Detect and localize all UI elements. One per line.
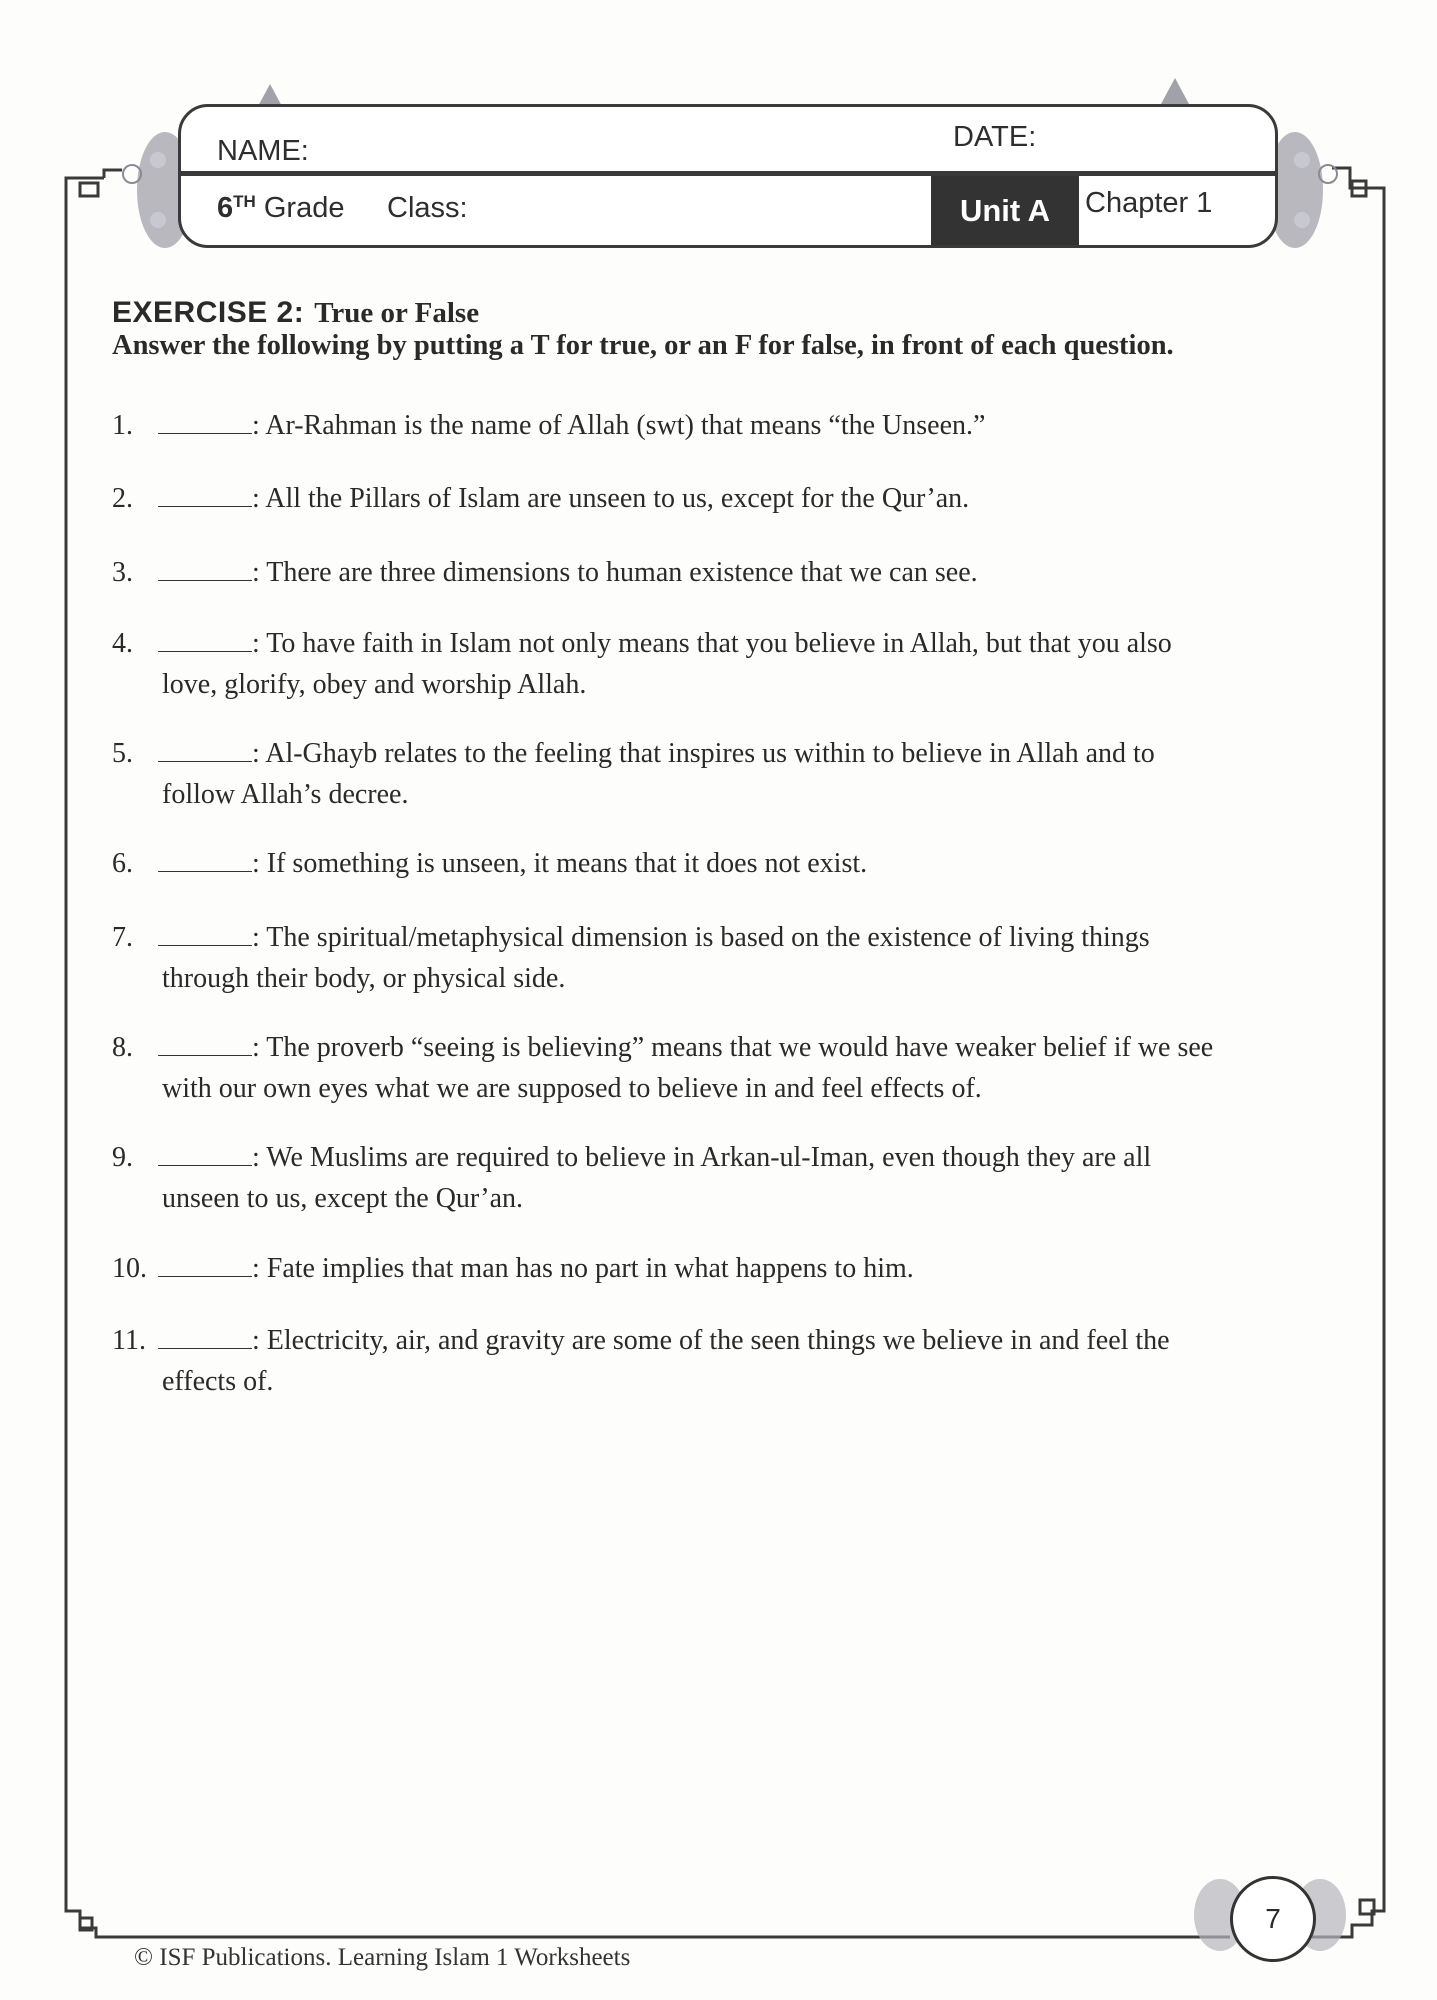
grade-word: Grade (263, 192, 345, 224)
date-field-label[interactable]: DATE: (953, 121, 1037, 153)
question-number: 1. (112, 410, 133, 441)
grade-label (217, 192, 344, 225)
header-row-name-date (181, 107, 1275, 176)
question-text-continued: through their body, or physical side. (162, 963, 566, 994)
answer-blank[interactable] (158, 739, 252, 762)
question-item (112, 1248, 1352, 1289)
question-text: : We Muslims are required to believe in Arkan-ul-Iman, even though they are all (252, 1142, 1152, 1173)
question-item (112, 552, 1352, 593)
chapter-label: Chapter 1 (1085, 187, 1213, 219)
question-text-continued: unseen to us, except the Qur’an. (162, 1183, 524, 1214)
grade-suffix: TH (233, 192, 256, 211)
answer-blank[interactable] (158, 849, 252, 872)
copyright-footer: © ISF Publications. Learning Islam 1 Worksheets (134, 1944, 631, 1971)
exercise-heading (112, 296, 479, 330)
answer-blank[interactable] (158, 1143, 252, 1166)
question-text: : Electricity, air, and gravity are some of the seen things we believe in and feel the (252, 1325, 1170, 1356)
exercise-subtitle: True or False (314, 297, 480, 329)
answer-blank[interactable] (158, 1326, 252, 1349)
header-row-grade-class (181, 176, 1275, 245)
question-number: 4. (112, 628, 133, 659)
question-item (112, 623, 1352, 705)
question-text-continued: love, glorify, obey and worship Allah. (162, 669, 587, 700)
grade-number: 6 (217, 192, 234, 224)
question-text: : The spiritual/metaphysical dimension is based on the existence of living things (252, 922, 1150, 953)
question-number: 11. (112, 1325, 146, 1356)
worksheet-header (178, 104, 1278, 248)
unit-badge: Unit A (931, 176, 1079, 245)
question-item (112, 1137, 1352, 1219)
question-text-continued: with our own eyes what we are supposed to believe in and feel effects of. (162, 1073, 982, 1104)
question-item (112, 1027, 1352, 1109)
question-item (112, 405, 1352, 446)
answer-blank[interactable] (158, 411, 252, 434)
exercise-instructions: Answer the following by putting a T for true, or an F for false, in front of each question. (112, 330, 1174, 361)
question-text: : There are three dimensions to human existence that we can see. (252, 557, 978, 588)
question-text: : The proverb “seeing is believing” means that we would have weaker belief if we see (252, 1032, 1214, 1063)
question-item (112, 478, 1352, 519)
question-number: 2. (112, 483, 133, 514)
answer-blank[interactable] (158, 1254, 252, 1277)
answer-blank[interactable] (158, 558, 252, 581)
answer-blank[interactable] (158, 629, 252, 652)
question-item (112, 1320, 1352, 1402)
question-text-continued: effects of. (162, 1366, 274, 1397)
question-text: : To have faith in Islam not only means that you believe in Allah, but that you also (252, 628, 1172, 659)
question-text-continued: follow Allah’s decree. (162, 779, 409, 810)
question-number: 8. (112, 1032, 133, 1063)
answer-blank[interactable] (158, 484, 252, 507)
floral-ornament-right-icon (1270, 120, 1350, 260)
name-field-label[interactable]: NAME: (217, 135, 309, 167)
question-number: 10. (112, 1253, 147, 1284)
answer-blank[interactable] (158, 923, 252, 946)
exercise-label: EXERCISE 2: (112, 296, 305, 329)
question-number: 7. (112, 922, 133, 953)
question-number: 5. (112, 738, 133, 769)
question-text: : All the Pillars of Islam are unseen to us, except for the Qur’an. (252, 483, 970, 514)
class-field-label[interactable]: Class: (387, 192, 468, 224)
question-number: 9. (112, 1142, 133, 1173)
question-text: : If something is unseen, it means that it does not exist. (252, 848, 868, 879)
question-text: : Ar-Rahman is the name of Allah (swt) that means “the Unseen.” (252, 410, 986, 441)
floral-ornament-top-right-icon (1145, 78, 1205, 104)
question-number: 3. (112, 557, 133, 588)
answer-blank[interactable] (158, 1033, 252, 1056)
question-number: 6. (112, 848, 133, 879)
page-number: 7 (1230, 1876, 1316, 1962)
question-text: : Al-Ghayb relates to the feeling that inspires us within to believe in Allah and to (252, 738, 1155, 769)
question-text: : Fate implies that man has no part in what happens to him. (252, 1253, 914, 1284)
question-item (112, 843, 1352, 884)
question-item (112, 733, 1352, 815)
question-item (112, 917, 1352, 999)
